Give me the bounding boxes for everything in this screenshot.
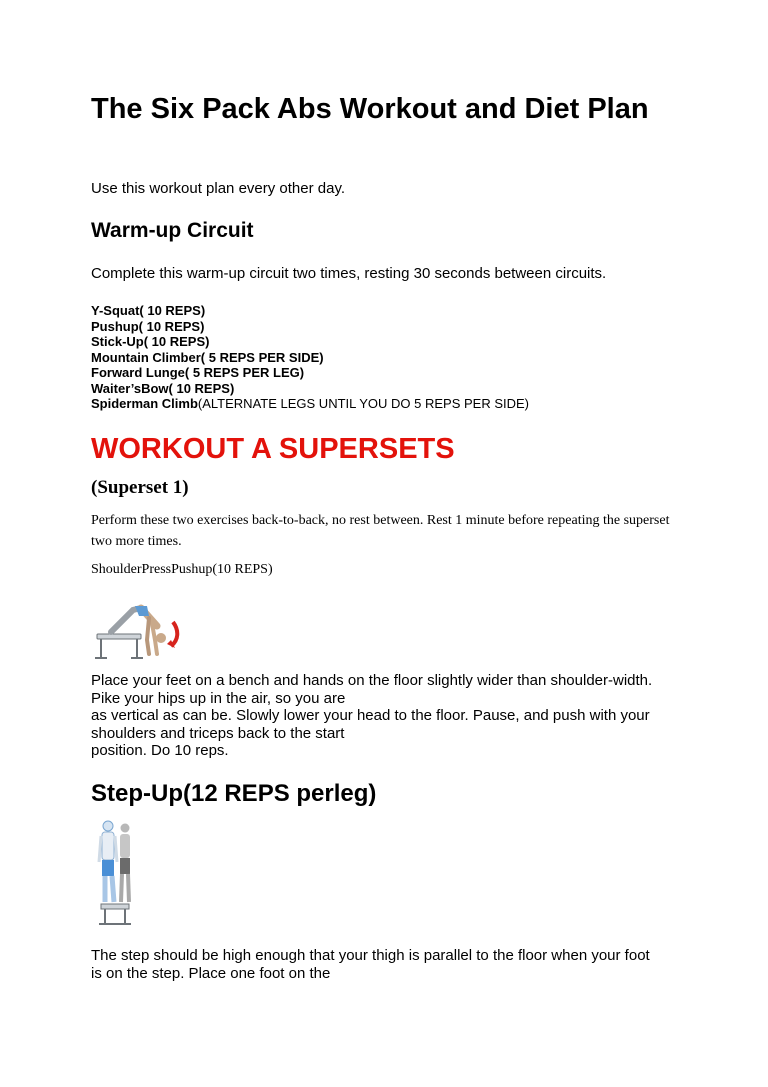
exercise-name: Spiderman Climb xyxy=(91,396,198,411)
superset-description: Perform these two exercises back-to-back, no rest between. Rest 1 minute before repeating the superset two more times. xyxy=(91,513,670,549)
list-item xyxy=(91,334,529,350)
exercise-detail: ( 10 REPS) xyxy=(138,318,205,334)
paragraph-line: position. Do 10 reps. xyxy=(91,742,229,759)
list-item xyxy=(91,396,529,412)
document-title: The Six Pack Abs Workout and Diet Plan xyxy=(91,93,649,125)
shoulder-press-pushup-image xyxy=(91,596,183,662)
paragraph-line: as vertical as can be. Slowly lower your head to the floor. Pause, and push with your xyxy=(91,707,650,724)
list-item xyxy=(91,350,529,366)
paragraph-line: is on the step. Place one foot on the xyxy=(91,964,331,982)
paragraph-line: shoulders and triceps back to the start xyxy=(91,724,345,742)
exercise-1-name: ShoulderPressPushup(10 REPS) xyxy=(91,562,273,577)
list-item xyxy=(91,365,529,381)
exercise-detail: ( 10 REPS) xyxy=(143,334,210,349)
pushup-illustration-icon xyxy=(91,596,183,662)
warmup-instructions: Complete this warm-up circuit two times, resting 30 seconds between circuits. xyxy=(91,265,607,282)
paragraph-line: Pike your hips up in the air, so you are xyxy=(91,689,346,707)
exercise-detail: ( 5 REPS PER SIDE) xyxy=(200,349,324,365)
exercise-1-description xyxy=(91,672,652,760)
exercise-name: Pushup xyxy=(91,318,139,334)
exercise-name: Waiter’sBow xyxy=(91,380,169,396)
warmup-heading: Warm-up Circuit xyxy=(91,219,254,242)
paragraph-line: The step should be high enough that your thigh is parallel to the floor when your foot xyxy=(91,947,650,964)
step-up-image xyxy=(91,818,139,928)
list-item xyxy=(91,381,529,397)
workout-a-heading: WORKOUT A SUPERSETS xyxy=(91,433,455,465)
list-item xyxy=(91,319,529,335)
exercise-name: Forward Lunge xyxy=(91,365,185,380)
exercise-detail: ( 10 REPS) xyxy=(168,380,235,396)
exercise-detail: ( 10 REPS) xyxy=(139,303,206,318)
exercise-name: Y-Squat xyxy=(91,303,140,318)
exercise-detail: ( 5 REPS PER LEG) xyxy=(184,365,305,380)
exercise-2-heading: Step-Up(12 REPS perleg) xyxy=(91,780,377,807)
exercise-2-description xyxy=(91,947,650,982)
list-item xyxy=(91,303,529,319)
superset-title: (Superset 1) xyxy=(91,477,189,498)
paragraph-line: Place your feet on a bench and hands on the floor slightly wider than shoulder-width. xyxy=(91,672,653,689)
exercise-name: Mountain Climber xyxy=(91,349,201,365)
exercise-detail: (ALTERNATE LEGS UNTIL YOU DO 5 REPS PER SIDE) xyxy=(197,396,530,411)
exercise-name: Stick-Up xyxy=(91,334,144,349)
step-up-illustration-icon xyxy=(91,818,139,928)
warmup-exercise-list xyxy=(91,303,529,412)
intro-text: Use this workout plan every other day. xyxy=(91,180,346,197)
